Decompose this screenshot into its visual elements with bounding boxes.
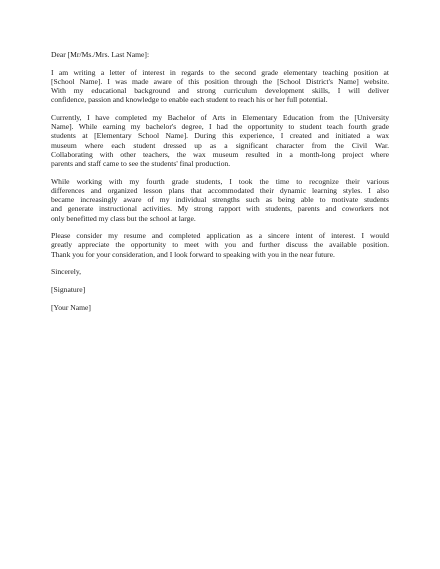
signature-text: [Signature] (51, 285, 86, 295)
paragraph-line: and generate instructional activities. My strong rapport with students, parents and coworkers not (51, 204, 389, 214)
paragraph-line: With my educational background and strong curriculum development skills, I will deliver (51, 86, 389, 96)
paragraph-education (51, 113, 389, 168)
paragraph-line: Currently, I have completed my Bachelor of Arts in Elementary Education from the [University (51, 113, 389, 123)
paragraph-line: Name]. While earning my bachelor's degree, I had the opportunity to student teach fourth grade (51, 122, 389, 132)
paragraph-line: students at [Elementary School Name]. During this experience, I created and initiated a wax (51, 131, 389, 141)
paragraph-line: Please consider my resume and completed application as a sincere intent of interest. I would (51, 231, 389, 241)
paragraph-line: Collaborating with other teachers, the wax museum resulted in a month-long project where (51, 149, 389, 159)
paragraph-line: confidence, passion and knowledge to enable each student to reach his or her full potential. (51, 95, 328, 105)
paragraph-line: became increasingly aware of my individual strengths such as being able to motivate students (51, 195, 389, 205)
paragraph-experience (51, 177, 389, 223)
paragraph-line: only benefitted my class but the school at large. (51, 213, 196, 223)
paragraph-line: parents and staff came to see the students' final production. (51, 159, 231, 169)
paragraph-line: museum where each student dressed up as a significant character from the Civil War. (51, 140, 389, 150)
salutation-text: Dear [Mr/Ms./Mrs. Last Name]: (51, 50, 150, 59)
paragraph-line: While working with my fourth grade students, I took the time to recognize their various (51, 176, 389, 186)
paragraph-line: [School Name]. I was made aware of this position through the [School District's Name] website. (51, 76, 389, 86)
paragraph-closing (51, 231, 389, 259)
paragraph-line: Thank you for your consideration, and I look forward to speaking with you in the near future. (51, 249, 335, 259)
paragraph-intro (51, 68, 389, 105)
paragraph-line: differences and organized lesson plans that accommodated their dynamic learning styles. I also (51, 185, 389, 195)
sender-name-text: [Your Name] (51, 302, 91, 312)
paragraph-line: greatly appreciate the opportunity to meet with you and further discuss the available position. (51, 240, 389, 250)
paragraph-line: I am writing a letter of interest in regards to the second grade elementary teaching position at (51, 67, 389, 77)
letter-body (51, 50, 389, 320)
salutation (51, 50, 389, 59)
signature (51, 285, 389, 294)
sender-name (51, 303, 389, 312)
closing-text: Sincerely, (51, 267, 82, 277)
closing (51, 267, 389, 276)
